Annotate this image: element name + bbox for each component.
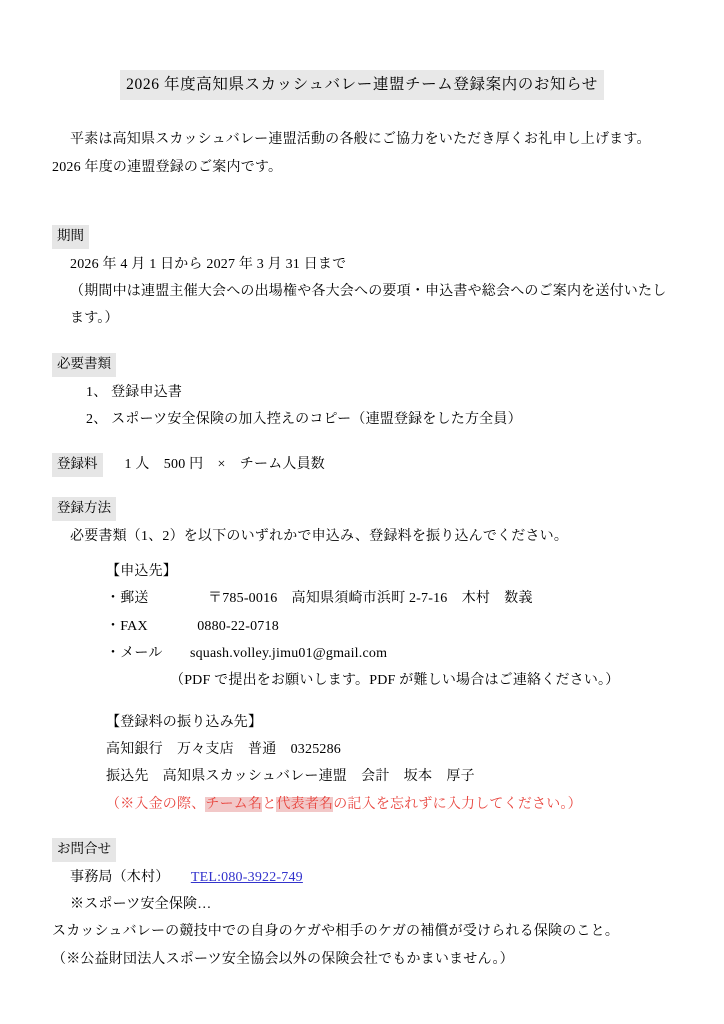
section-method-heading: 登録方法 [52,497,116,521]
intro-line-2: 2026 年度の連盟登録のご案内です。 [52,159,283,175]
fee-row [52,453,672,477]
bank-note [52,791,672,818]
contact-office-row [52,864,672,891]
intro-line-1: 平素は高知県スカッシュバレー連盟活動の各般にご協力をいただき厚くお礼申し上げます。 [70,132,651,148]
bank-line-2: 振込先 高知県スカッシュバレー連盟 会計 坂本 厚子 [106,769,475,785]
contact-note-2: スカッシュバレーの競技中での自身のケガや相手のケガの補償が受けられる保険のこと。 [52,924,620,940]
period-line-2: （期間中は連盟主催大会への出場権や各大会への要項・申込書や総会へのご案内を送付いたします。） [70,284,667,327]
documents-item-1: 1、 登録申込書 [86,384,183,400]
section-documents-heading-wrap [52,353,672,379]
section-contact-heading-wrap [52,838,672,864]
contact-tel-link[interactable]: TEL:080-3922-749 [190,869,303,885]
bank-note-post: の記入を忘れずに入力してください。） [333,796,582,812]
email-row [52,640,672,667]
bank-note-highlight-team: チーム名 [205,796,263,812]
email-value: squash.volley.jimu01@gmail.com [189,646,388,662]
contact-office-label: 事務局（木村） [70,869,170,885]
section-method-heading-wrap [52,497,672,523]
fax-value: 0880-22-0718 [197,618,279,634]
fax-label: ・FAX [106,618,148,634]
bank-note-mid: と [262,796,277,812]
email-label: ・メール [106,646,163,662]
email-note: （PDF で提出をお願いします。PDF が難しい場合はご連絡ください。） [170,673,620,689]
apply-heading: 【申込先】 [106,564,177,580]
documents-item-2: 2、 スポーツ安全保険の加入控えのコピー（連盟登録をした方全員） [86,411,522,427]
fax-row [52,613,672,640]
contact-note-3: （※公益財団法人スポーツ安全協会以外の保険会社でもかまいません。） [52,951,514,967]
mail-label: ・郵送 [106,591,149,607]
section-fee [52,453,672,477]
mail-value: 〒785-0016 高知県須崎市浜町 2-7-16 木村 数義 [208,591,533,607]
method-line-1: 必要書類（1、2）を以下のいずれかで申込み、登録料を振り込んでください。 [70,528,569,544]
bank-heading: 【登録料の振り込み先】 [106,714,263,730]
contact-note-1: ※スポーツ安全保険… [70,897,212,913]
page-title-wrapper [52,70,672,100]
section-period-heading: 期間 [52,225,89,249]
section-period [52,225,672,333]
section-period-heading-wrap [52,225,672,251]
bank-note-highlight-rep: 代表者名 [276,796,334,812]
page-title: 2026 年度高知県スカッシュバレー連盟チーム登録案内のお知らせ [120,70,604,100]
fee-value: 1 人 500 円 × チーム人員数 [124,457,325,473]
section-contact-heading: お問合せ [52,838,116,862]
section-documents-heading: 必要書類 [52,353,116,377]
section-documents [52,353,672,433]
mail-row [52,585,672,612]
section-contact [52,838,672,973]
bank-note-pre: （※入金の際、 [106,796,206,812]
bank-line-1: 高知銀行 万々支店 普通 0325286 [106,741,341,757]
section-method [52,497,672,818]
intro-paragraph [52,126,672,181]
period-line-1: 2026 年 4 月 1 日から 2027 年 3 月 31 日まで [70,256,347,272]
section-fee-heading: 登録料 [52,453,103,477]
